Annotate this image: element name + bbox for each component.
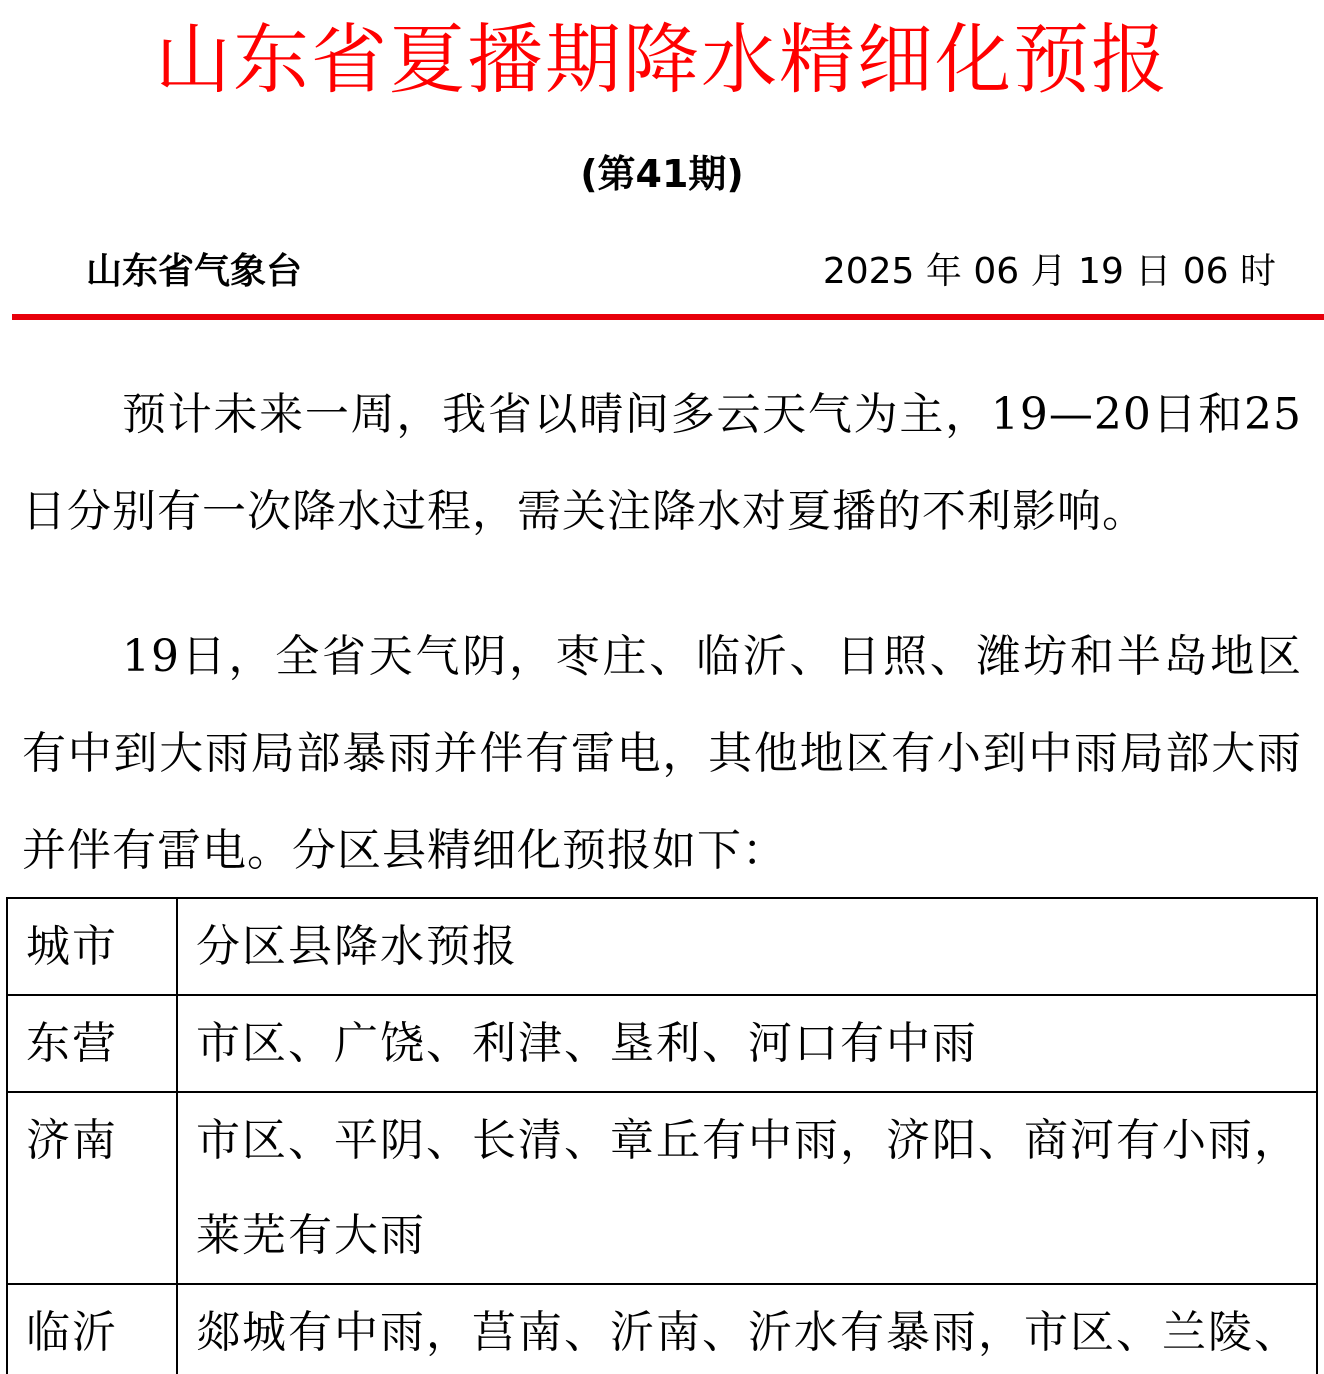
table-row [7,1092,1317,1284]
row-forecast: 郯城有中雨，莒南、沂南、沂水有暴雨，市区、兰陵、 [177,1284,1317,1374]
summary-paragraph: 预计未来一周，我省以晴间多云天气为主，19—20日和25日分别有一次降水过程，需关注降水对夏播的不利影响。 [22,389,1302,537]
document-title: 山东省夏播期降水精细化预报 [155,15,1169,104]
issue-datetime: 2025 年 06 月 19 日 06 时 [822,251,1276,292]
issue-number: (第41期) [580,152,744,196]
row-city: 济南 [7,1092,177,1284]
row-forecast: 市区、平阴、长清、章丘有中雨，济阳、商河有小雨，莱芜有大雨 [177,1092,1317,1284]
table-header-row [7,898,1317,995]
header-city: 城市 [7,898,177,995]
row-forecast: 市区、广饶、利津、垦利、河口有中雨 [177,995,1317,1092]
table-row [7,1284,1317,1374]
red-separator-rule [12,314,1324,320]
table-row [7,995,1317,1092]
row-city: 东营 [7,995,177,1092]
row-city: 临沂 [7,1284,177,1374]
header-forecast: 分区县降水预报 [177,898,1317,995]
detail-paragraph: 19日，全省天气阴，枣庄、临沂、日照、潍坊和半岛地区有中到大雨局部暴雨并伴有雷电，其他地区有小到中雨局部大雨并伴有雷电。分区县精细化预报如下： [22,631,1302,876]
forecast-table [6,897,1318,1374]
issuer-name: 山东省气象台 [86,251,303,292]
